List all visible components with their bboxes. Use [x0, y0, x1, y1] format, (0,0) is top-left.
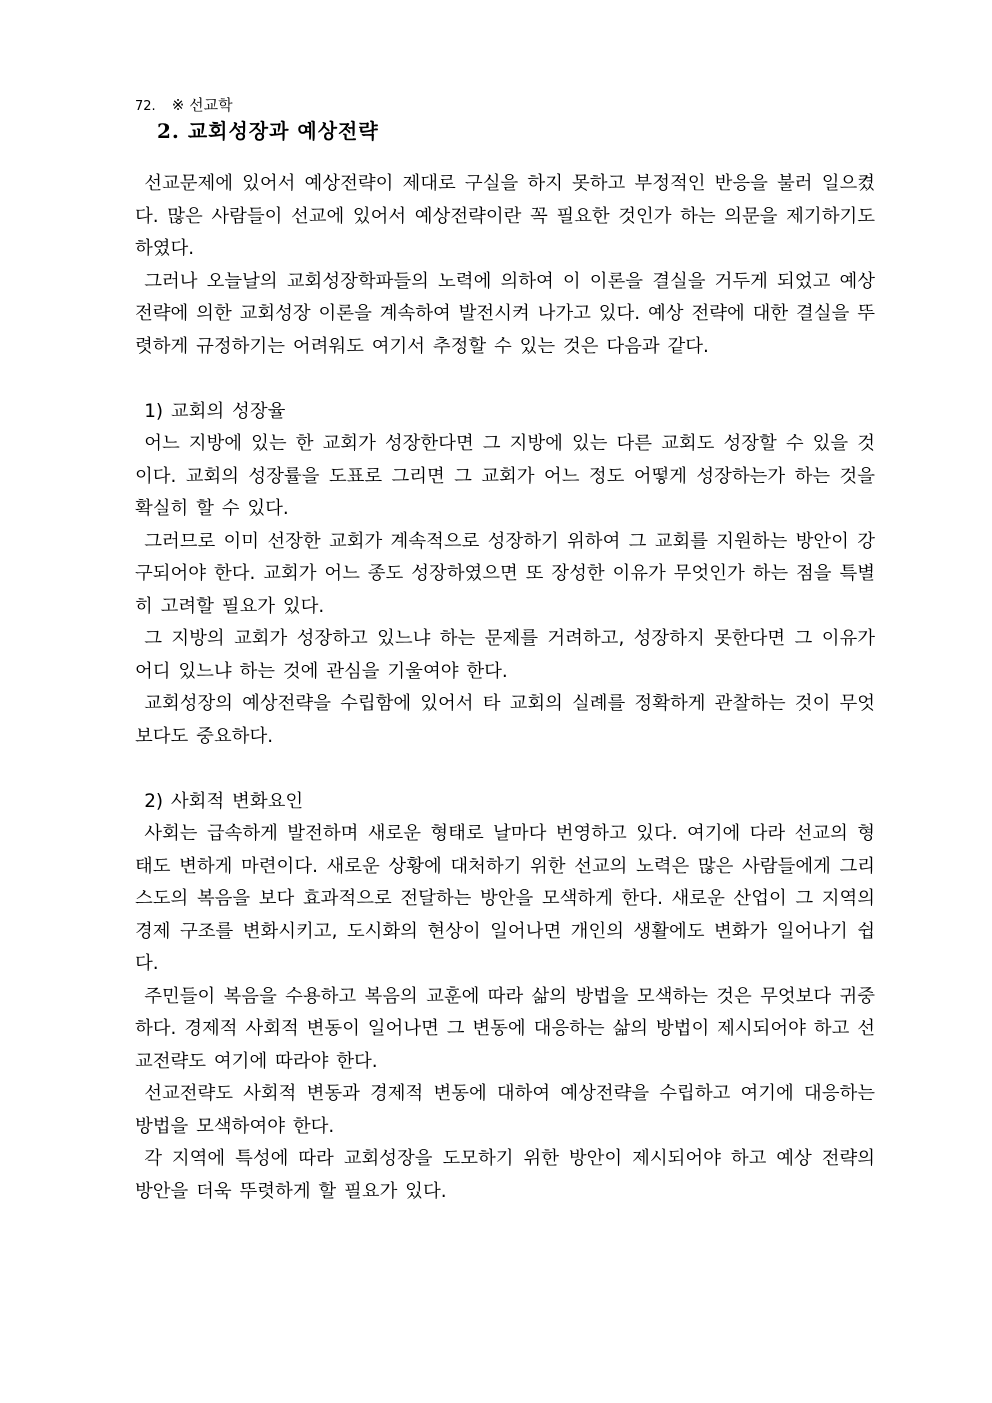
- subsection-heading: 1) 교회의 성장율: [144, 400, 286, 422]
- body-paragraph: 선교전략도 사회적 변동과 경제적 변동에 대하여 예상전략을 수립하고 여기에 대응하는 방법을 모색하여야 한다.: [135, 1083, 875, 1137]
- page-number: 72.: [135, 99, 156, 114]
- subsection-heading: 2) 사회적 변화요인: [144, 790, 304, 812]
- reference-mark-icon: ※: [171, 96, 185, 114]
- body-paragraph: 어느 지방에 있는 한 교회가 성장한다면 그 지방에 있는 다른 교회도 성장할 수 있을 것이다. 교회의 성장률을 도표로 그리면 그 교회가 어느 정도 어떻게 성장하는가 하는 것을 확실히 할 수 있다.: [135, 433, 875, 519]
- body-paragraph: 교회성장의 예상전략을 수립함에 있어서 타 교회의 실례를 정확하게 관찰하는 것이 무엇보다도 중요하다.: [135, 693, 875, 747]
- body-paragraph: 주민들이 복음을 수용하고 복음의 교훈에 따라 삶의 방법을 모색하는 것은 무엇보다 귀중하다. 경제적 사회적 변동이 일어나면 그 변동에 대응하는 삶의 방법이 제시되어야 하고 선교전략도 여기에 따라야 한다.: [135, 985, 875, 1072]
- intro-paragraph: 그러나 오늘날의 교회성장학파들의 노력에 의하여 이 이론을 결실을 거두게 되었고 예상 전략에 의한 교회성장 이론을 계속하여 발전시켜 나가고 있다. 예상 전략에 대한 결실을 뚜렷하게 규정하기는 어려워도 여기서 추정할 수 있는 것은 다음과 같다.: [135, 270, 875, 357]
- intro-paragraph: 선교문제에 있어서 예상전략이 제대로 구실을 하지 못하고 부정적인 반응을 불러 일으켰다. 많은 사람들이 선교에 있어서 예상전략이란 꼭 필요한 것인가 하는 의문을 제기하기도 하였다.: [135, 173, 875, 259]
- section-title: 2. 교회성장과 예상전략: [157, 119, 379, 143]
- body-paragraph: 그러므로 이미 선장한 교회가 계속적으로 성장하기 위하여 그 교회를 지원하는 방안이 강구되어야 한다. 교회가 어느 종도 성장하였으면 또 장성한 이유가 무엇인가 하는 점을 특별히 고려할 필요가 있다.: [135, 530, 875, 617]
- body-paragraph: 그 지방의 교회가 성장하고 있느냐 하는 문제를 거려하고, 성장하지 못한다면 그 이유가 어디 있느냐 하는 것에 관심을 기울여야 한다.: [135, 628, 875, 682]
- book-title: 선교학: [189, 96, 233, 114]
- body-paragraph: 사회는 급속하게 발전하며 새로운 형태로 날마다 번영하고 있다. 여기에 다라 선교의 형태도 변하게 마련이다. 새로운 상황에 대처하기 위한 선교의 노력은 많은 사람들에게 그리스도의 복음을 보다 효과적으로 전달하는 방안을 모색하게 한다. 새로운 산업이 그 지역의 경제 구조를 변화시키고, 도시화의 현상이 일어나면 개인의 생활에도 변화가 일어나기 쉽다.: [135, 823, 875, 974]
- body-paragraph: 각 지역에 특성에 따라 교회성장을 도모하기 위한 방안이 제시되어야 하고 예상 전략의 방안을 더욱 뚜렷하게 할 필요가 있다.: [135, 1148, 875, 1202]
- document-page: [135, 94, 875, 1208]
- document-body: [135, 168, 875, 1208]
- running-header: [135, 94, 875, 116]
